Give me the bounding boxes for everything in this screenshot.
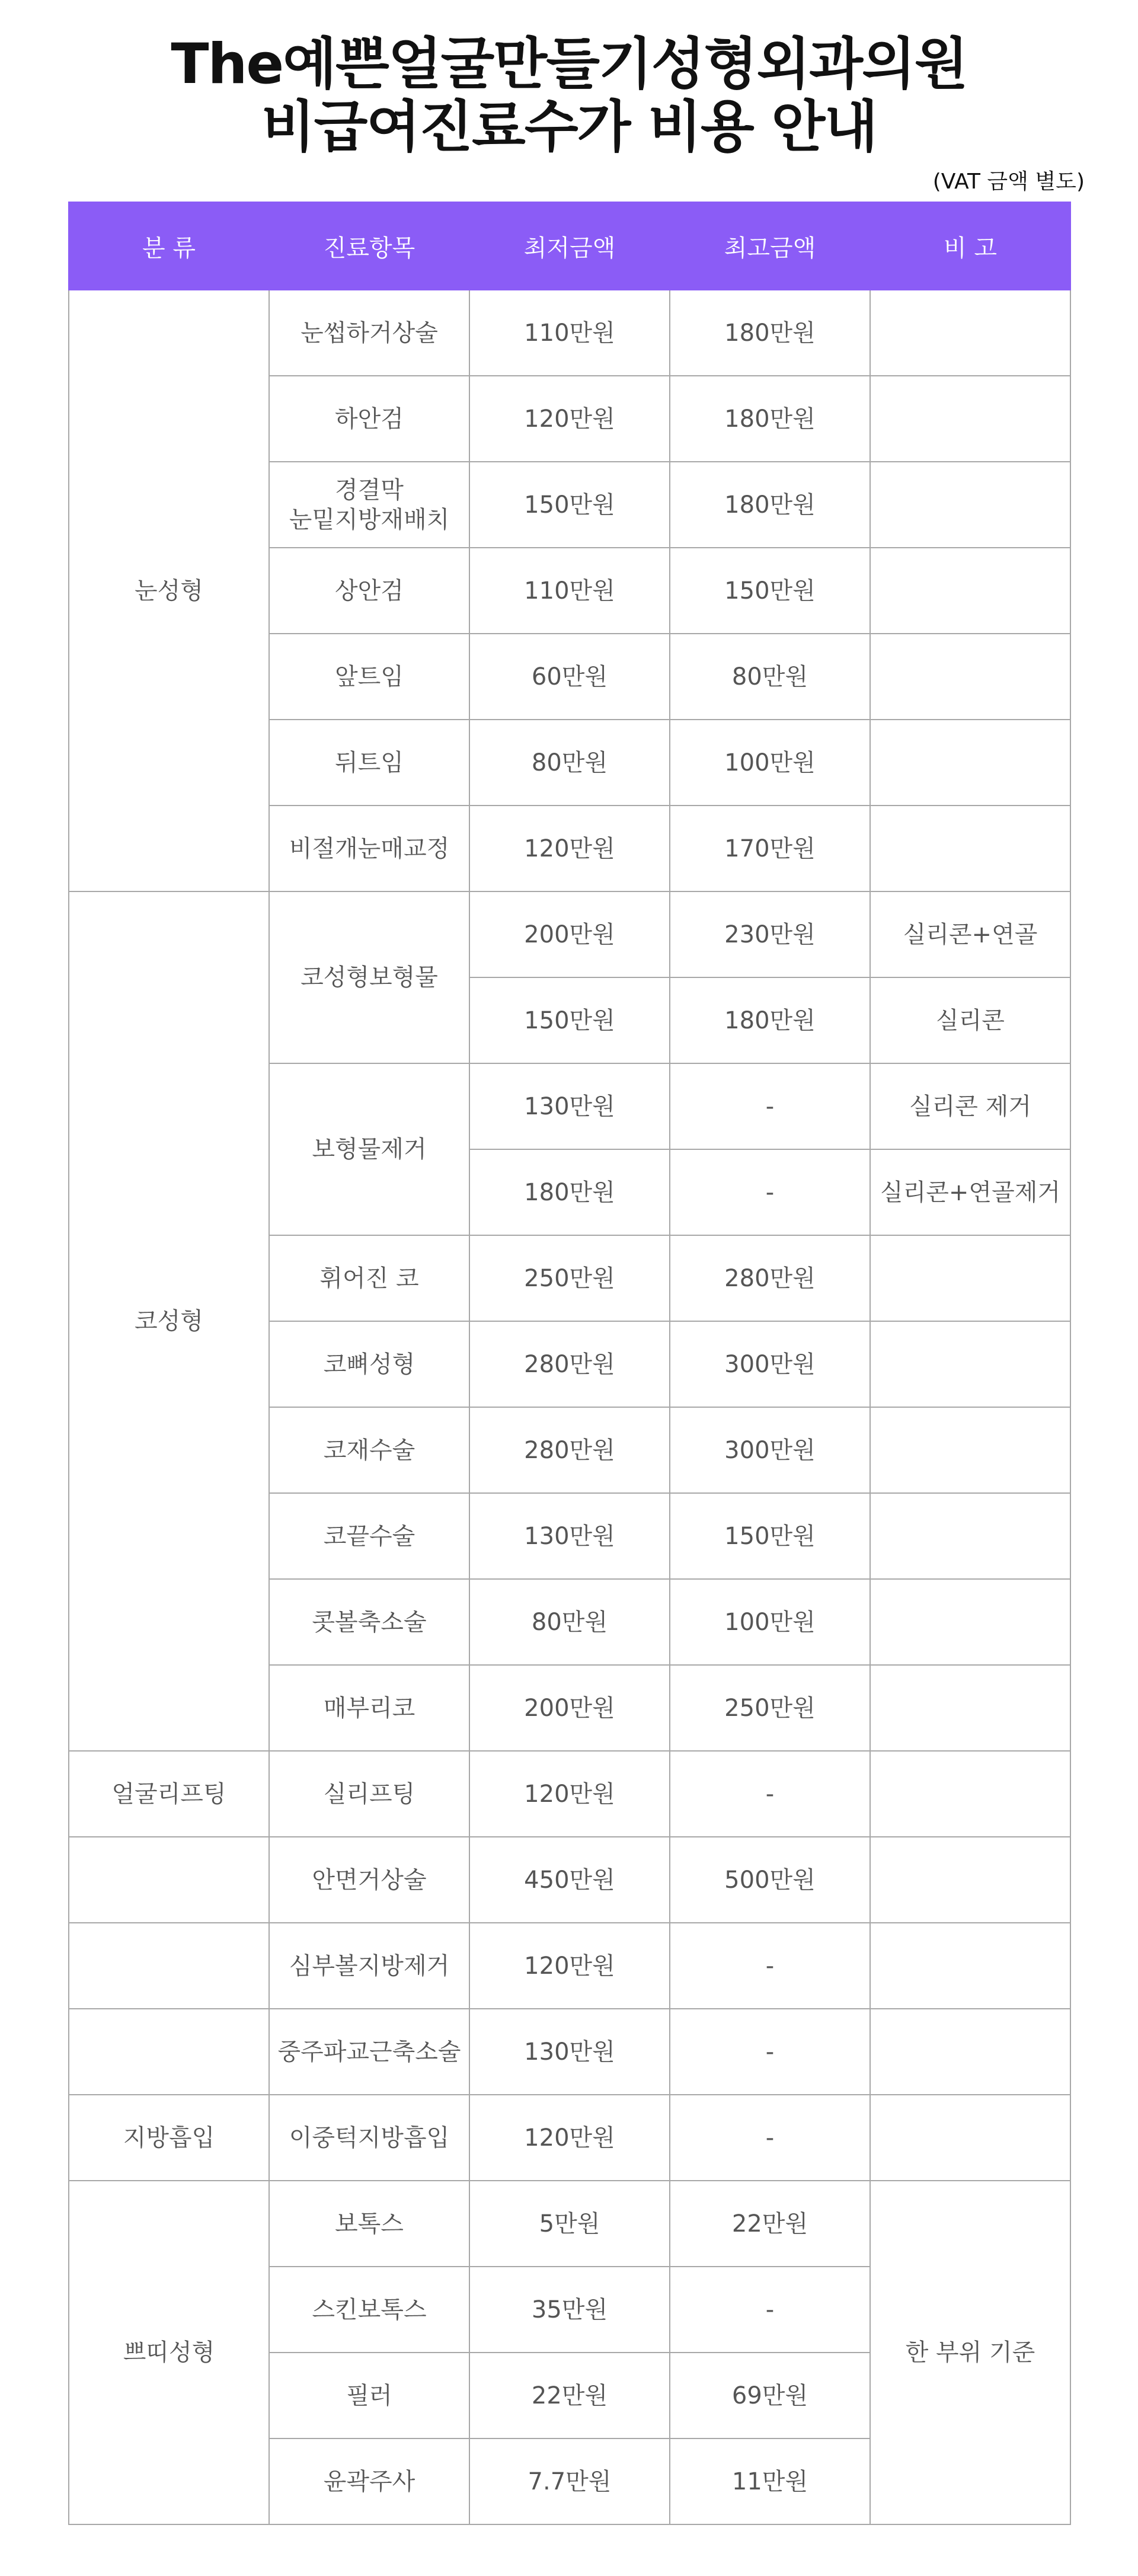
max-price-cell: - <box>670 2267 870 2353</box>
header-max-price: 최고금액 <box>670 202 870 290</box>
item-cell: 보톡스 <box>269 2181 469 2267</box>
max-price-cell: 69만원 <box>670 2353 870 2438</box>
max-price-cell: 280만원 <box>670 1235 870 1321</box>
vat-note: (VAT 금액 별도) <box>932 170 1085 194</box>
note-cell <box>870 2095 1070 2181</box>
item-cell: 뒤트임 <box>269 720 469 806</box>
max-price-cell: 180만원 <box>670 290 870 376</box>
page-title-line1: The예쁜얼굴만들기성형외과의원 <box>171 32 967 97</box>
min-price-cell: 280만원 <box>469 1407 670 1493</box>
header-min-price: 최저금액 <box>469 202 670 290</box>
min-price-cell: 450만원 <box>469 1837 670 1923</box>
table-row <box>69 891 1070 977</box>
min-price-cell: 22만원 <box>469 2353 670 2438</box>
min-price-cell: 180만원 <box>469 1149 670 1235</box>
note-cell <box>870 462 1070 548</box>
note-cell <box>870 1751 1070 1837</box>
item-cell: 보형물제거 <box>269 1063 469 1235</box>
min-price-cell: 150만원 <box>469 977 670 1063</box>
note-cell <box>870 1407 1070 1493</box>
item-cell: 앞트임 <box>269 634 469 720</box>
table-row <box>69 1751 1070 1837</box>
max-price-cell: 11만원 <box>670 2438 870 2524</box>
header-category: 분 류 <box>69 202 269 290</box>
item-cell: 코끝수술 <box>269 1493 469 1579</box>
item-cell: 상안검 <box>269 548 469 634</box>
min-price-cell: 120만원 <box>469 2095 670 2181</box>
note-cell: 실리콘+연골 <box>870 891 1070 977</box>
note-cell <box>870 1579 1070 1665</box>
min-price-cell: 110만원 <box>469 548 670 634</box>
max-price-cell: 150만원 <box>670 1493 870 1579</box>
page-title-line2: 비급여진료수가 비용 안내 <box>261 95 877 159</box>
item-cell: 안면거상술 <box>269 1837 469 1923</box>
table-row <box>69 2009 1070 2095</box>
item-cell: 코재수술 <box>269 1407 469 1493</box>
table-row <box>69 1923 1070 2009</box>
item-cell: 하안검 <box>269 376 469 462</box>
price-table <box>68 202 1071 2525</box>
category-cell-empty <box>69 1837 269 1923</box>
min-price-cell: 130만원 <box>469 1063 670 1149</box>
min-price-cell: 130만원 <box>469 1493 670 1579</box>
item-cell: 실리프팅 <box>269 1751 469 1837</box>
min-price-cell: 120만원 <box>469 806 670 891</box>
min-price-cell: 250만원 <box>469 1235 670 1321</box>
table-header-row <box>69 202 1070 290</box>
max-price-cell: - <box>670 1751 870 1837</box>
max-price-cell: - <box>670 2009 870 2095</box>
note-cell <box>870 376 1070 462</box>
max-price-cell: - <box>670 1063 870 1149</box>
min-price-cell: 130만원 <box>469 2009 670 2095</box>
note-cell <box>870 634 1070 720</box>
item-cell: 이중턱지방흡입 <box>269 2095 469 2181</box>
table-row <box>69 2181 1070 2267</box>
note-cell-petit: 한 부위 기준 <box>870 2181 1070 2524</box>
max-price-cell: 22만원 <box>670 2181 870 2267</box>
item-cell: 콧볼축소술 <box>269 1579 469 1665</box>
category-cell-empty <box>69 1923 269 2009</box>
note-cell <box>870 1665 1070 1751</box>
min-price-cell: 280만원 <box>469 1321 670 1407</box>
category-cell-nose: 코성형 <box>69 891 269 1751</box>
min-price-cell: 110만원 <box>469 290 670 376</box>
min-price-cell: 120만원 <box>469 1923 670 2009</box>
note-cell <box>870 806 1070 891</box>
note-cell <box>870 1837 1070 1923</box>
category-cell-eye: 눈성형 <box>69 290 269 891</box>
note-cell <box>870 548 1070 634</box>
max-price-cell: 250만원 <box>670 1665 870 1751</box>
max-price-cell: - <box>670 1923 870 2009</box>
item-cell: 심부볼지방제거 <box>269 1923 469 2009</box>
table-row <box>69 1837 1070 1923</box>
category-cell-empty <box>69 2009 269 2095</box>
note-cell <box>870 2009 1070 2095</box>
item-cell: 매부리코 <box>269 1665 469 1751</box>
note-cell <box>870 720 1070 806</box>
max-price-cell: 180만원 <box>670 376 870 462</box>
header-item: 진료항목 <box>269 202 469 290</box>
min-price-cell: 60만원 <box>469 634 670 720</box>
note-cell: 실리콘+연골제거 <box>870 1149 1070 1235</box>
max-price-cell: 180만원 <box>670 462 870 548</box>
max-price-cell: 170만원 <box>670 806 870 891</box>
max-price-cell: 300만원 <box>670 1407 870 1493</box>
max-price-cell: 100만원 <box>670 1579 870 1665</box>
max-price-cell: 100만원 <box>670 720 870 806</box>
min-price-cell: 200만원 <box>469 1665 670 1751</box>
max-price-cell: - <box>670 2095 870 2181</box>
min-price-cell: 80만원 <box>469 720 670 806</box>
max-price-cell: 500만원 <box>670 1837 870 1923</box>
category-cell-fat-suction: 지방흡입 <box>69 2095 269 2181</box>
max-price-cell: 230만원 <box>670 891 870 977</box>
table-row <box>69 290 1070 376</box>
min-price-cell: 7.7만원 <box>469 2438 670 2524</box>
min-price-cell: 150만원 <box>469 462 670 548</box>
item-cell: 스킨보톡스 <box>269 2267 469 2353</box>
note-cell: 실리콘 <box>870 977 1070 1063</box>
item-cell: 휘어진 코 <box>269 1235 469 1321</box>
min-price-cell: 200만원 <box>469 891 670 977</box>
note-cell <box>870 1321 1070 1407</box>
max-price-cell: 150만원 <box>670 548 870 634</box>
note-cell <box>870 1235 1070 1321</box>
item-cell: 코뼈성형 <box>269 1321 469 1407</box>
min-price-cell: 80만원 <box>469 1579 670 1665</box>
max-price-cell: - <box>670 1149 870 1235</box>
max-price-cell: 80만원 <box>670 634 870 720</box>
note-cell <box>870 1493 1070 1579</box>
min-price-cell: 35만원 <box>469 2267 670 2353</box>
item-cell: 경결막 눈밑지방재배치 <box>269 462 469 548</box>
note-cell: 실리콘 제거 <box>870 1063 1070 1149</box>
category-cell-petit: 쁘띠성형 <box>69 2181 269 2524</box>
item-cell: 비절개눈매교정 <box>269 806 469 891</box>
table-row <box>69 2095 1070 2181</box>
max-price-cell: 180만원 <box>670 977 870 1063</box>
item-cell: 중주파교근축소술 <box>269 2009 469 2095</box>
item-cell: 코성형보형물 <box>269 891 469 1063</box>
header-note: 비 고 <box>870 202 1070 290</box>
max-price-cell: 300만원 <box>670 1321 870 1407</box>
note-cell <box>870 290 1070 376</box>
item-cell: 필러 <box>269 2353 469 2438</box>
min-price-cell: 120만원 <box>469 1751 670 1837</box>
min-price-cell: 120만원 <box>469 376 670 462</box>
category-cell-face-lifting: 얼굴리프팅 <box>69 1751 269 1837</box>
min-price-cell: 5만원 <box>469 2181 670 2267</box>
item-cell: 윤곽주사 <box>269 2438 469 2524</box>
note-cell <box>870 1923 1070 2009</box>
item-cell: 눈썹하거상술 <box>269 290 469 376</box>
